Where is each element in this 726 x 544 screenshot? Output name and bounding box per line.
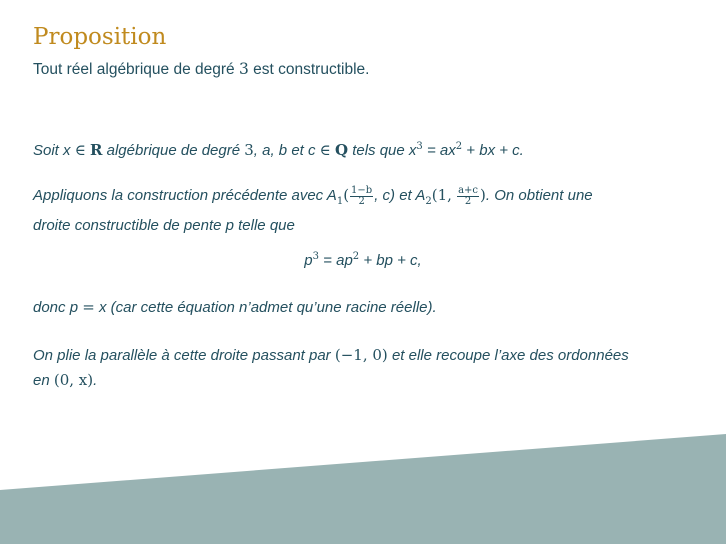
p4-text-a: On plie la parallèle à cette droite passant par	[33, 347, 331, 364]
p2-frac1-denominator: 2	[358, 195, 365, 207]
p2-frac2-numerator: a+c	[458, 184, 479, 196]
p1-degree: 3	[244, 141, 254, 159]
statement-text-2: est constructible.	[253, 61, 370, 78]
statement-text-1: Tout réel algébrique de degré	[33, 61, 235, 78]
p1-in-symbol-2: ∈	[319, 141, 331, 159]
p2-text-b: et A	[399, 187, 426, 204]
p2-open-2: (1,	[431, 186, 452, 204]
p2-close-paren: )	[480, 186, 486, 204]
slide-title: Proposition	[33, 24, 167, 50]
p1-var-x-2: x	[408, 142, 417, 159]
p1-text-d: tels que	[352, 142, 405, 159]
p1-rationals-symbol: Q	[334, 141, 349, 159]
p1-exponent-3: 3	[416, 141, 423, 152]
p2-text-c: . On obtient une	[485, 187, 593, 204]
p2-frac2-denominator: 2	[464, 195, 472, 207]
p4-text-c: en	[33, 372, 50, 389]
eq-exponent-3: 3	[312, 251, 319, 262]
p4-text-b: et elle recoupe l’axe des ordonnées	[391, 347, 629, 364]
eq-rest: + bp + c,	[363, 252, 422, 269]
p1-exponent-2: 2	[455, 141, 463, 152]
p1-in-symbol: ∈	[74, 141, 86, 159]
p4-point-1: (−1, 0)	[334, 346, 388, 364]
eq-exponent-2: 2	[352, 251, 360, 262]
p3-equals: =	[82, 298, 95, 316]
p1-text-c: , a, b et c	[253, 142, 316, 159]
p2-line-2: droite constructible de pente p telle que	[33, 217, 295, 234]
p2-sub-1: 1	[336, 196, 344, 207]
p2-sub-2: 2	[425, 196, 432, 207]
p1-text-a: Soit	[33, 142, 59, 159]
p1-equation-mid: = ax	[426, 142, 456, 159]
p4-end: .	[93, 372, 98, 389]
p1-text-b: algébrique de degré	[106, 142, 241, 159]
p3-text-b: x (car cette équation n’admet qu’une racine réelle).	[98, 299, 437, 316]
statement-degree: 3	[238, 60, 249, 78]
p2-mid-1: , c)	[374, 187, 396, 204]
p1-equation-rest: + bx + c.	[466, 142, 524, 159]
eq-var-p: p	[304, 252, 313, 269]
p3-text-a: donc p	[33, 299, 79, 316]
p1-var-x: x	[63, 142, 71, 159]
p2-text-a: Appliquons la construction précédente avec A	[33, 187, 337, 204]
eq-mid: = ap	[323, 252, 353, 269]
p1-reals-symbol: R	[89, 141, 103, 159]
p4-point-2: (0, x)	[53, 371, 94, 389]
teal-trapezoid	[0, 434, 726, 544]
p2-open-paren: (	[343, 186, 350, 204]
p2-frac1-numerator: 1−b	[351, 184, 373, 196]
